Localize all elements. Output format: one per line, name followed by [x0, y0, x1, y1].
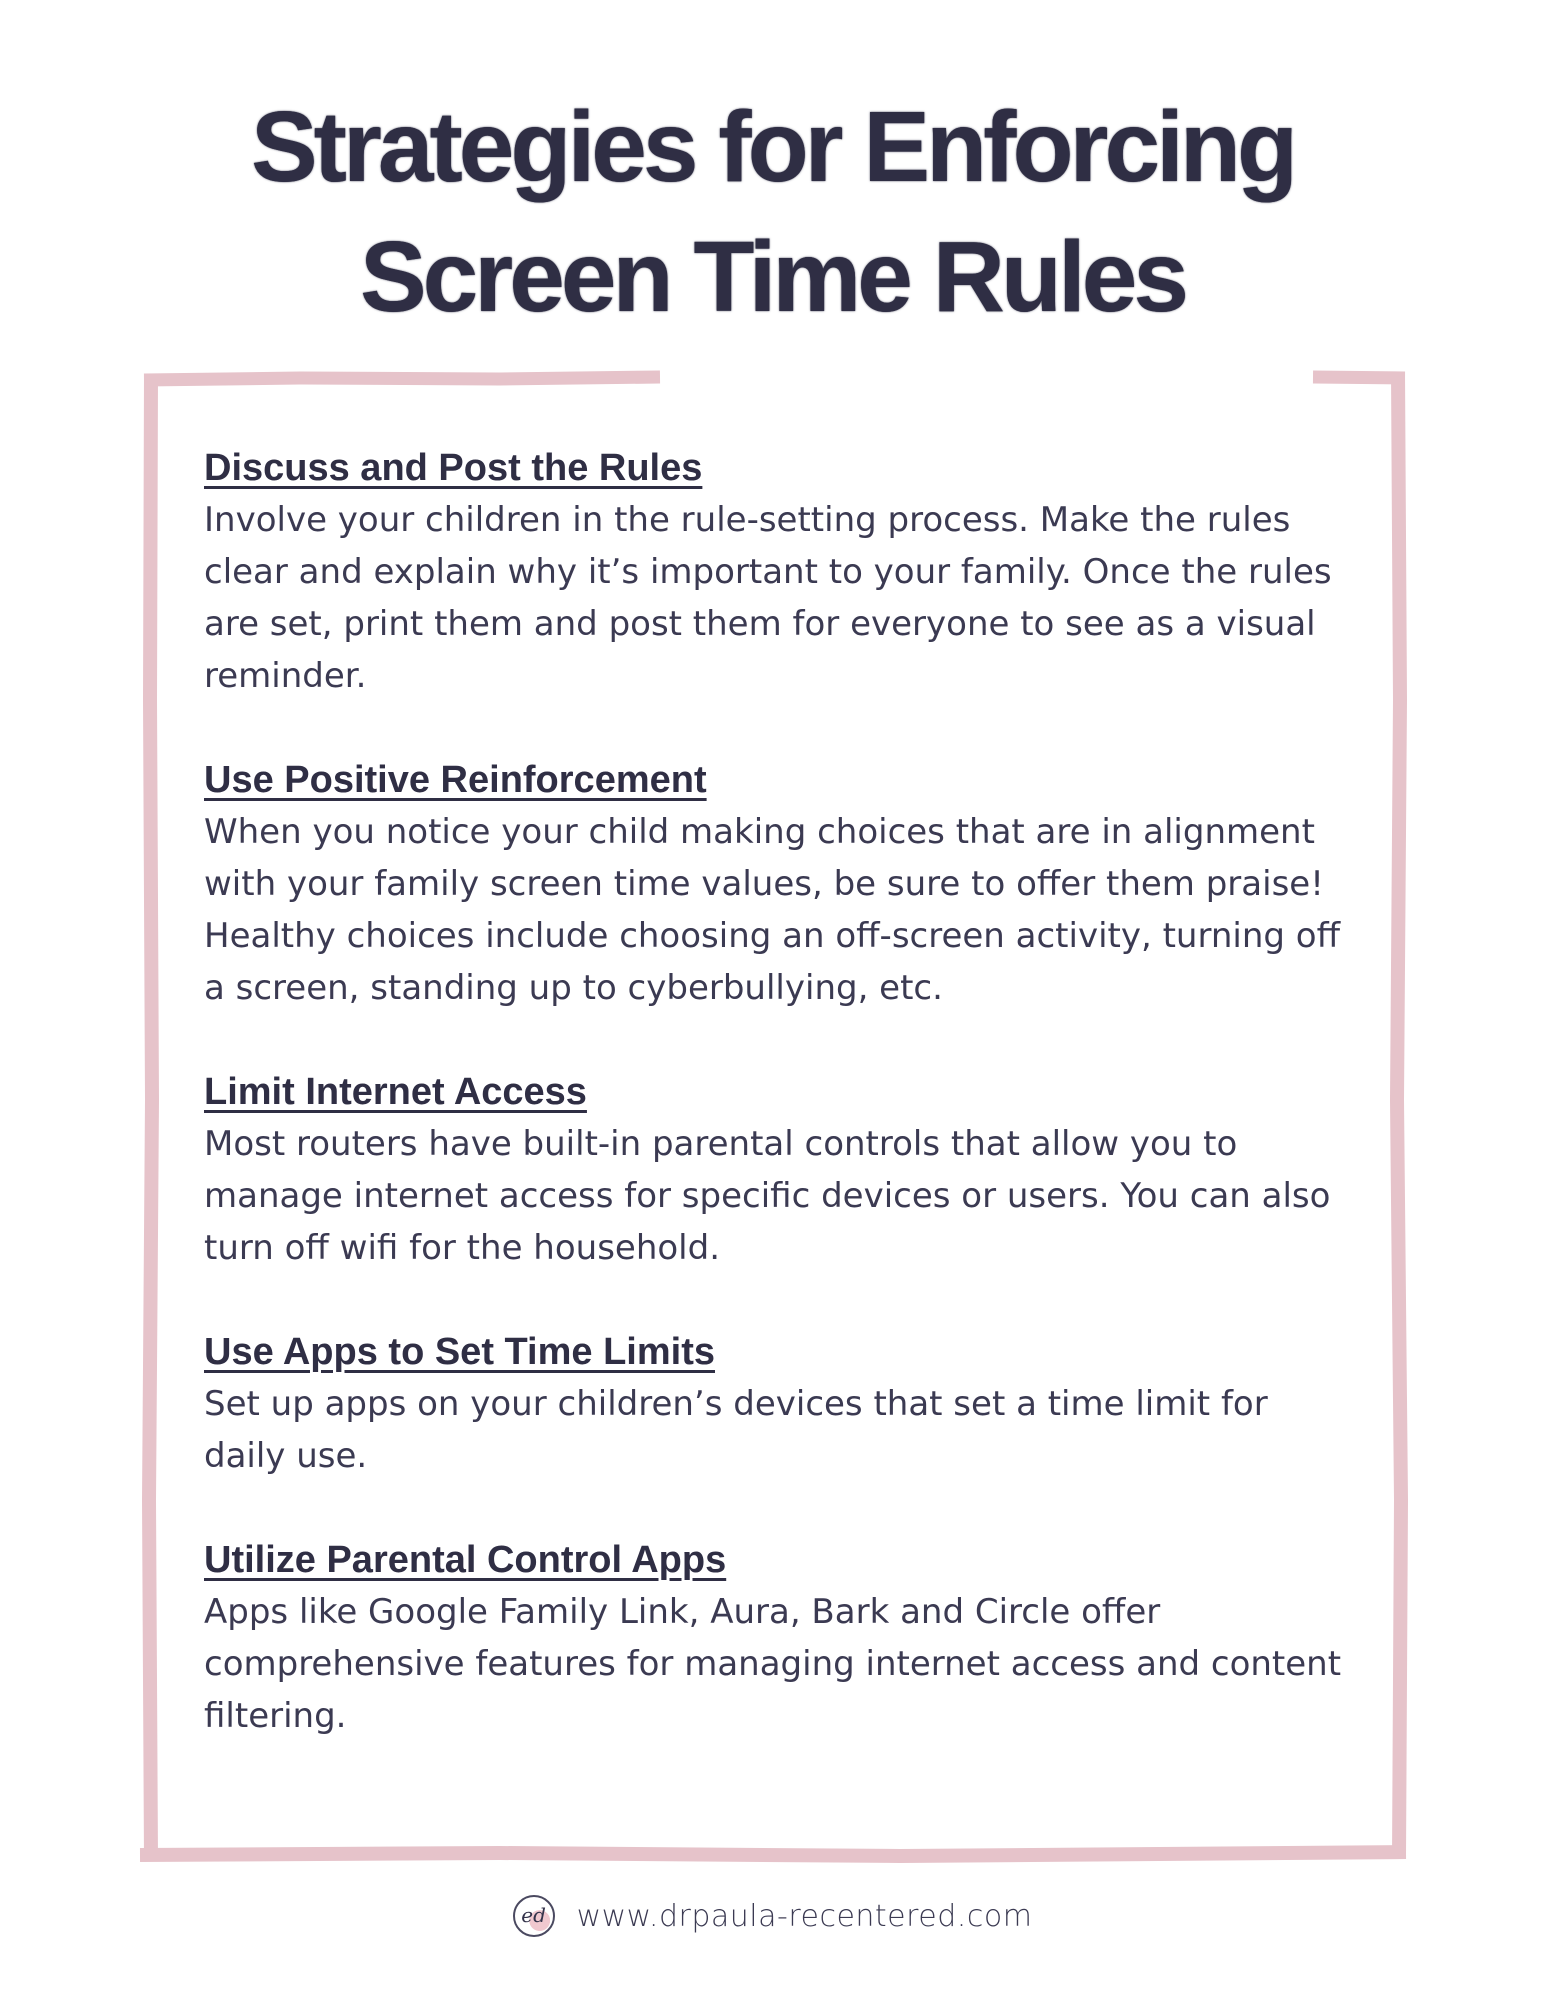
frame-top-left-stroke — [144, 377, 660, 380]
page-title-line-1: Strategies for Enforcing — [250, 91, 1295, 203]
frame-top-right-stroke — [1313, 377, 1405, 378]
strategy-heading: Utilize Parental Control Apps — [204, 1539, 727, 1581]
frame-bottom-stroke — [140, 1852, 1406, 1856]
strategy-body: Most routers have built-in parental controls that allow you to manage internet access for specific devices or users. You can also turn off wifi for the household. — [204, 1124, 1331, 1268]
strategy-body: Set up apps on your children’s devices that set a time limit for daily use. — [204, 1384, 1268, 1476]
footer-inner — [513, 1895, 1033, 1937]
ed-monogram-logo-icon: ed — [513, 1895, 555, 1937]
footer — [0, 1895, 1545, 1945]
strategy-body: Involve your children in the rule-setting process. Make the rules clear and explain why it’s important to your family. Once the rules are set, print them and post them for everyone to see as a visual reminder. — [204, 500, 1332, 696]
strategy-heading: Discuss and Post the Rules — [204, 447, 703, 489]
strategy-section-time-limits — [204, 1326, 1344, 1482]
strategy-heading: Use Positive Reinforcement — [204, 759, 707, 801]
strategy-section-parental-apps — [204, 1534, 1344, 1742]
strategy-heading: Limit Internet Access — [204, 1071, 587, 1113]
strategy-section-internet — [204, 1066, 1344, 1274]
strategy-heading: Use Apps to Set Time Limits — [204, 1331, 715, 1373]
page-title — [0, 82, 1545, 342]
strategy-body: Apps like Google Family Link, Aura, Bark and Circle offer comprehensive features for managing internet access and content filtering. — [204, 1592, 1342, 1736]
strategy-body: When you notice your child making choices that are in alignment with your family screen time values, be sure to offer them praise! Healthy choices include choosing an off-screen activity, turning off a screen, standing up to cyberbullying, etc. — [204, 812, 1341, 1008]
page-title-line-2: Screen Time Rules — [359, 221, 1186, 333]
strategy-section-discuss — [204, 442, 1344, 702]
frame-right-stroke — [1397, 372, 1401, 1858]
footer-url[interactable]: www.drpaula-recentered.com — [576, 1898, 1033, 1934]
strategies-list — [204, 442, 1344, 1794]
strategy-section-reinforcement — [204, 754, 1344, 1014]
frame-left-stroke — [149, 374, 152, 1860]
